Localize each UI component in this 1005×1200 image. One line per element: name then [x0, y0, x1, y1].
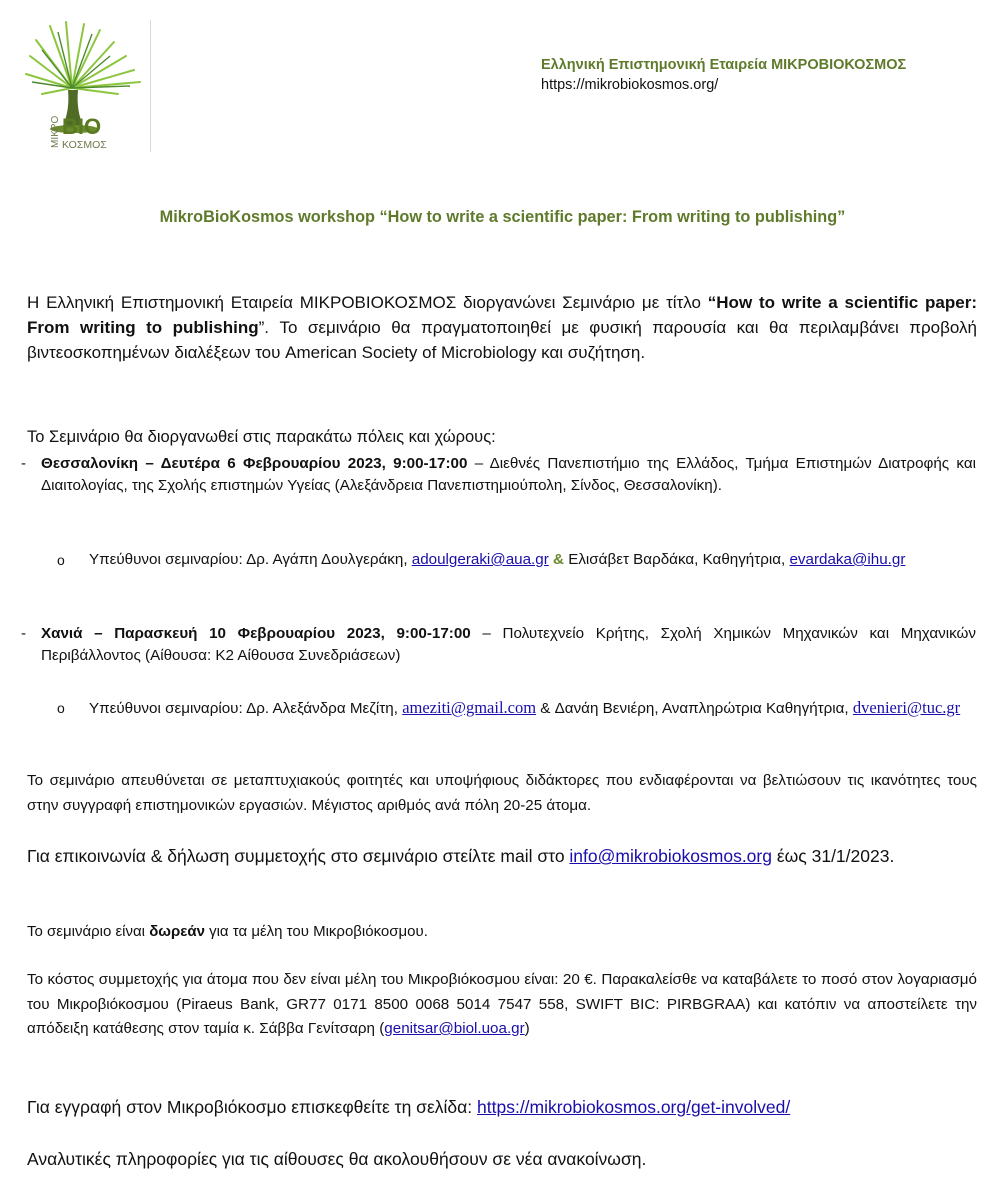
bullet-circle: o: [57, 700, 65, 716]
bullet-dash: -: [21, 455, 27, 472]
free-bold: δωρεάν: [149, 923, 205, 940]
intro-paragraph: [27, 290, 977, 365]
free-text-1: Το σεμινάριο είναι: [27, 923, 150, 940]
ampersand: &: [553, 551, 564, 568]
get-involved-link[interactable]: https://mikrobiokosmos.org/get-involved/: [477, 1097, 791, 1117]
email-link-adoulgeraki[interactable]: adoulgeraki@aua.gr: [411, 551, 549, 568]
logo-kosmos: ΚΟΣΜΟΣ: [62, 139, 107, 151]
contacts-prefix: Υπεύθυνοι σεμιναρίου: Δρ. Αγάπη Δουλγεράκη,: [89, 551, 412, 568]
bullet-dash: -: [21, 625, 27, 642]
event-heading: Θεσσαλονίκη – Δευτέρα 6 Φεβρουαρίου 2023, 9:00-17:00: [41, 455, 468, 472]
email-link-genitsar[interactable]: genitsar@biol.uoa.gr: [384, 1020, 525, 1037]
workshop-title: MikroBioKosmos workshop “How to write a scientific paper: From writing to publishing”: [159, 208, 846, 226]
event-location: – Διεθνές Πανεπιστήμιο της Ελλάδος, Τμήμα Επιστημών Διατροφής και Διαιτολογίας, της Σχολής επιστημών Υγείας (Αλεξάνδρεια Πανεπιστημιούπολη, Σίνδος, Θεσσαλονίκη).: [41, 455, 976, 494]
cost-close: ): [524, 1020, 530, 1037]
email-link-dvenieri[interactable]: dvenieri@tuc.gr: [852, 698, 961, 717]
event-location: – Πολυτεχνείο Κρήτης, Σχολή Χημικών Μηχανικών και Μηχανικών Περιβάλλοντος (Αίθουσα: Κ2 Αίθουσα Συνεδριάσεων): [41, 625, 976, 664]
intro-text-2: ”. Το σεμινάριο θα πραγματοποιηθεί με φυσική παρουσία και θα περιλαμβάνει προβολή βιντεοσκοπημένων διαλέξεων του American Society of Microbiology και συζήτηση.: [27, 318, 977, 362]
mikrobiokosmos-logo: [22, 16, 154, 156]
email-link-ameziti[interactable]: ameziti@gmail.com: [402, 698, 537, 717]
bullet-circle: o: [57, 552, 65, 568]
contacts-prefix: Υπεύθυνοι σεμιναρίου: Δρ. Αλεξάνδρα Μεζίτη,: [89, 700, 403, 717]
contact-text: Για επικοινωνία & δήλωση συμμετοχής στο σεμινάριο στείλτε mail στο: [27, 846, 570, 866]
info-note: Αναλυτικές πληροφορίες για τις αίθουσες θα ακολουθήσουν σε νέα ανακοίνωση.: [27, 1149, 647, 1169]
contact-deadline: έως 31/1/2023.: [771, 846, 895, 866]
contact-paragraph: [27, 843, 977, 869]
email-link-info[interactable]: info@mikrobiokosmos.org: [569, 846, 772, 866]
logo-divider: [150, 20, 151, 152]
intro-text-1: Η Ελληνική Επιστημονική Εταιρεία ΜΙΚΡΟΒΙΟΚΟΣΜΟΣ διοργανώνει Σεμινάριο με τίτλο: [27, 293, 708, 312]
org-header: [541, 55, 906, 95]
logo-bio: BIO: [62, 114, 102, 139]
logo-mikro: ΜΙΚΡΟ: [50, 115, 61, 148]
cost-paragraph: [27, 968, 977, 1042]
registration-paragraph: [27, 1097, 977, 1118]
contacts-mid: Ελισάβετ Βαρδάκα, Καθηγήτρια,: [563, 551, 790, 568]
free-paragraph: [27, 923, 977, 940]
cost-text: Το κόστος συμμετοχής για άτομα που δεν είναι μέλη του Μικροβιόκοσμου είναι: 20 €. Παρακαλείσθε να καταβάλετε το ποσό στον λογαριασμό του Μικροβιόκοσμου (Piraeus Bank, GR77 0171 8500 0068 5014 7547 558, SWIFT BIC: PIRBGRAA) και κατόπιν να αποστείλετε την απόδειξη κατάθεσης στον ταμία κ. Σάββα Γενίτσαρη (: [27, 971, 977, 1037]
intro-title-bold: “How to write a scientific paper: From writing to publishing: [27, 293, 977, 337]
event-thessaloniki-contacts: [57, 549, 976, 571]
cities-intro: Το Σεμινάριο θα διοργανωθεί στις παρακάτω πόλεις και χώρους:: [27, 428, 496, 446]
event-chania: [21, 623, 976, 667]
audience-paragraph: Το σεμινάριο απευθύνεται σε μεταπτυχιακούς φοιτητές και υποψήφιους διδάκτορες που ενδιαφέρονται να βελτιώσουν τις ικανότητες τους στην συγγραφή επιστημονικών εργασιών. Μέγιστος αριθμός ανά πόλη 20-25 άτομα.: [27, 772, 977, 814]
registration-text: Για εγγραφή στον Μικροβιόκοσμο επισκεφθείτε τη σελίδα:: [27, 1097, 478, 1117]
org-name: Ελληνική Επιστημονική Εταιρεία ΜΙΚΡΟΒΙΟΚΟΣΜΟΣ: [541, 57, 907, 73]
contacts-mid: & Δανάη Βενιέρη, Αναπληρώτρια Καθηγήτρια,: [536, 700, 853, 717]
event-heading: Χανιά – Παρασκευή 10 Φεβρουαρίου 2023, 9:00-17:00: [41, 625, 471, 642]
event-thessaloniki: [21, 453, 976, 497]
email-link-evardaka[interactable]: evardaka@ihu.gr: [789, 551, 906, 568]
org-url[interactable]: https://mikrobiokosmos.org/: [541, 77, 719, 93]
free-text-2: για τα μέλη του Μικροβιόκοσμου.: [204, 923, 428, 940]
event-chania-contacts: [57, 697, 976, 720]
